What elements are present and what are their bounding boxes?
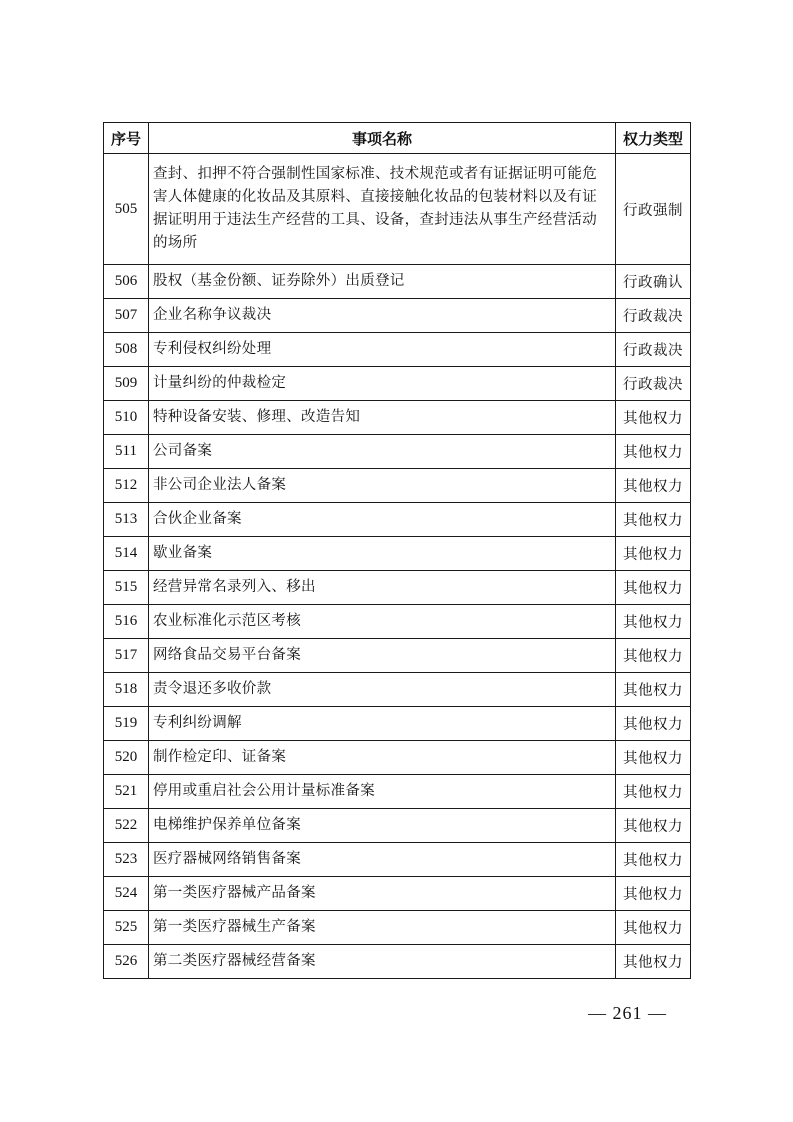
header-no: 序号	[104, 123, 149, 154]
row-name: 查封、扣押不符合强制性国家标准、技术规范或者有证据证明可能危害人体健康的化妆品及其原料、直接接触化妆品的包装材料以及有证据证明用于违法生产经营的工具、设备，查封违法从事生产经营活动的场所	[149, 154, 616, 265]
row-name: 计量纠纷的仲裁检定	[149, 367, 616, 401]
row-no: 523	[104, 843, 149, 877]
table-row	[104, 154, 691, 265]
row-no: 513	[104, 503, 149, 537]
row-no: 516	[104, 605, 149, 639]
header-name: 事项名称	[149, 123, 616, 154]
table-row	[104, 605, 691, 639]
row-name: 公司备案	[149, 435, 616, 469]
row-type: 其他权力	[616, 469, 691, 503]
power-list-table-container	[103, 122, 690, 979]
row-name: 农业标准化示范区考核	[149, 605, 616, 639]
row-no: 507	[104, 299, 149, 333]
row-type: 其他权力	[616, 639, 691, 673]
row-type: 行政裁决	[616, 333, 691, 367]
row-type: 其他权力	[616, 571, 691, 605]
row-name: 电梯维护保养单位备案	[149, 809, 616, 843]
table-row	[104, 503, 691, 537]
row-type: 其他权力	[616, 843, 691, 877]
row-no: 521	[104, 775, 149, 809]
row-type: 其他权力	[616, 435, 691, 469]
row-no: 517	[104, 639, 149, 673]
row-name: 合伙企业备案	[149, 503, 616, 537]
table-row	[104, 877, 691, 911]
table-row	[104, 673, 691, 707]
row-name: 医疗器械网络销售备案	[149, 843, 616, 877]
row-name: 专利侵权纠纷处理	[149, 333, 616, 367]
table-row	[104, 333, 691, 367]
row-no: 518	[104, 673, 149, 707]
row-type: 其他权力	[616, 401, 691, 435]
row-type: 其他权力	[616, 741, 691, 775]
row-name: 责令退还多收价款	[149, 673, 616, 707]
row-type: 其他权力	[616, 911, 691, 945]
row-type: 其他权力	[616, 537, 691, 571]
row-type: 其他权力	[616, 809, 691, 843]
table-row	[104, 401, 691, 435]
row-no: 520	[104, 741, 149, 775]
row-no: 508	[104, 333, 149, 367]
row-type: 其他权力	[616, 503, 691, 537]
row-no: 506	[104, 265, 149, 299]
row-no: 509	[104, 367, 149, 401]
row-name: 企业名称争议裁决	[149, 299, 616, 333]
row-name: 第一类医疗器械生产备案	[149, 911, 616, 945]
row-name: 经营异常名录列入、移出	[149, 571, 616, 605]
table-row	[104, 571, 691, 605]
table-row	[104, 537, 691, 571]
row-type: 行政裁决	[616, 299, 691, 333]
table-row	[104, 265, 691, 299]
row-name: 歇业备案	[149, 537, 616, 571]
table-row	[104, 435, 691, 469]
row-type: 其他权力	[616, 605, 691, 639]
table-row	[104, 945, 691, 979]
row-no: 524	[104, 877, 149, 911]
row-type: 行政裁决	[616, 367, 691, 401]
row-no: 515	[104, 571, 149, 605]
row-type: 其他权力	[616, 673, 691, 707]
table-row	[104, 843, 691, 877]
row-no: 525	[104, 911, 149, 945]
table-row	[104, 367, 691, 401]
row-no: 514	[104, 537, 149, 571]
row-type: 其他权力	[616, 945, 691, 979]
table-row	[104, 299, 691, 333]
table-row	[104, 707, 691, 741]
row-type: 其他权力	[616, 877, 691, 911]
table-header-row	[104, 123, 691, 154]
row-type: 其他权力	[616, 707, 691, 741]
table-row	[104, 911, 691, 945]
row-name: 网络食品交易平台备案	[149, 639, 616, 673]
row-no: 526	[104, 945, 149, 979]
table-row	[104, 775, 691, 809]
power-list-table	[103, 122, 691, 979]
row-name: 第二类医疗器械经营备案	[149, 945, 616, 979]
row-type: 其他权力	[616, 775, 691, 809]
row-no: 522	[104, 809, 149, 843]
table-row	[104, 741, 691, 775]
row-name: 特种设备安装、修理、改造告知	[149, 401, 616, 435]
table-row	[104, 469, 691, 503]
row-type: 行政强制	[616, 154, 691, 265]
row-no: 512	[104, 469, 149, 503]
table-row	[104, 809, 691, 843]
page-number: — 261 —	[588, 1003, 667, 1023]
row-no: 510	[104, 401, 149, 435]
row-name: 专利纠纷调解	[149, 707, 616, 741]
row-type: 行政确认	[616, 265, 691, 299]
row-name: 第一类医疗器械产品备案	[149, 877, 616, 911]
row-no: 519	[104, 707, 149, 741]
table-row	[104, 639, 691, 673]
row-name: 制作检定印、证备案	[149, 741, 616, 775]
header-type: 权力类型	[616, 123, 691, 154]
row-name: 股权（基金份额、证券除外）出质登记	[149, 265, 616, 299]
row-name: 非公司企业法人备案	[149, 469, 616, 503]
row-no: 505	[104, 154, 149, 265]
row-name: 停用或重启社会公用计量标准备案	[149, 775, 616, 809]
row-no: 511	[104, 435, 149, 469]
